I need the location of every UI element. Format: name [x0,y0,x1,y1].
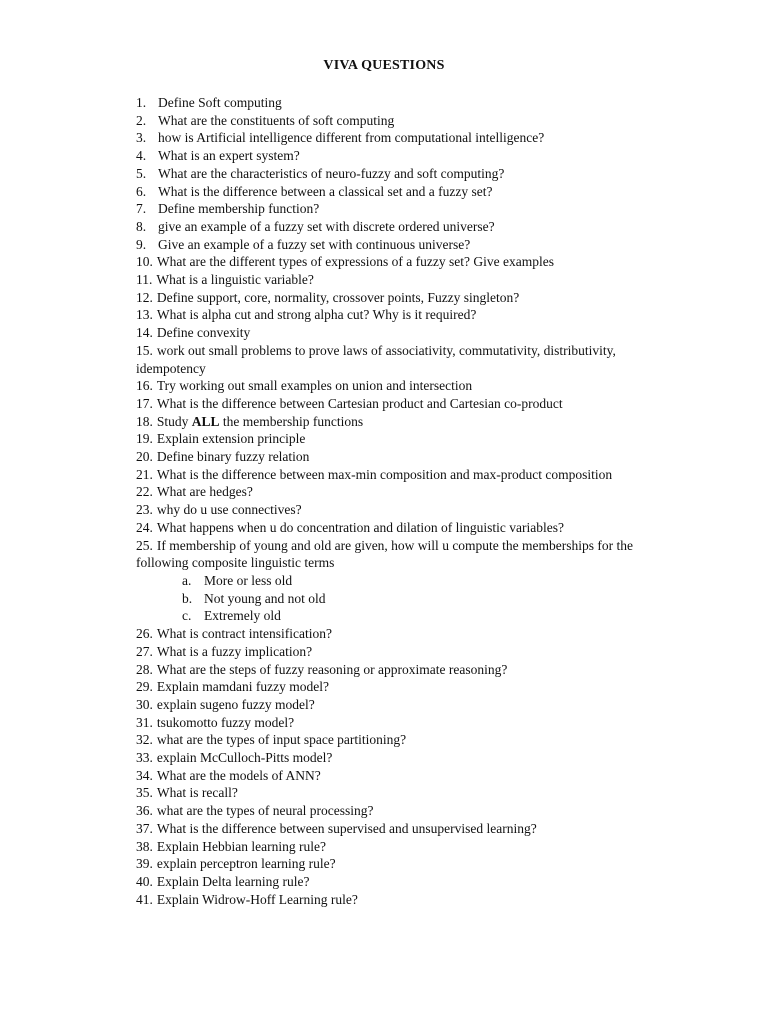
question-text: What is contract intensification? [156,626,332,642]
sub-item-letter: b. [182,590,193,606]
sub-item [136,572,696,590]
question-number: 17. [136,395,153,411]
page-title: VIVA QUESTIONS [323,58,445,73]
question-number: 5. [136,165,147,181]
question-text: What is an expert system? [158,148,300,164]
question-item [136,377,696,395]
question-number: 2. [136,112,147,128]
question-text: Define Soft computing [158,95,282,110]
question-text: tsukomotto fuzzy model? [156,714,295,730]
question-item [136,129,696,147]
question-number: 11. [136,272,153,288]
question-text: Explain Delta learning rule? [156,873,310,889]
question-text: If membership of young and old are given, how will u compute the memberships for the [156,537,634,553]
question-number: 22. [136,484,153,500]
question-text: Explain Widrow-Hoff Learning rule? [156,891,358,907]
sub-item-letter: a. [182,572,192,588]
sub-item-text: More or less old [204,572,293,588]
question-text: why do u use connectives? [156,502,302,518]
question-item [136,537,696,555]
question-number: 6. [136,183,147,199]
question-item [136,820,696,838]
question-number: 21. [136,466,153,482]
question-number: 8. [136,218,147,234]
question-number: 9. [136,236,147,252]
question-item [136,625,696,643]
question-text: What is the difference between a classical set and a fuzzy set? [158,183,493,199]
question-text: Define support, core, normality, crossover points, Fuzzy singleton? [156,289,520,305]
question-item [136,271,696,289]
question-number: 10. [136,254,153,270]
question-text: explain perceptron learning rule? [156,856,336,872]
question-text: give an example of a fuzzy set with discrete ordered universe? [158,218,495,234]
question-number: 1. [136,95,147,110]
question-item [136,413,696,431]
question-item [136,838,696,856]
question-text: What is the difference between max-min composition and max-product composition [156,466,613,482]
question-number: 18. [136,413,153,429]
question-item [136,112,696,130]
question-list [136,94,696,908]
sub-item-text: Extremely old [204,608,281,624]
question-text: Explain Hebbian learning rule? [156,838,326,854]
question-text: What are the characteristics of neuro-fuzzy and soft computing? [158,165,505,181]
question-item [136,784,696,802]
question-item [136,289,696,307]
question-number: 3. [136,130,147,146]
question-number: 25. [136,537,153,553]
question-number: 12. [136,289,153,305]
question-item [136,342,696,360]
question-number: 34. [136,767,153,783]
question-item [136,218,696,236]
question-number: 33. [136,750,153,766]
question-text: What are the models of ANN? [156,767,321,783]
question-number: 38. [136,838,153,854]
question-item [136,501,696,519]
question-item [136,430,696,448]
question-item [136,324,696,342]
question-item [136,306,696,324]
question-text: Explain extension principle [156,431,306,447]
question-item [136,714,696,732]
question-number: 32. [136,732,153,748]
question-number: 23. [136,502,153,518]
question-text: What is a fuzzy implication? [156,643,313,659]
question-item [136,519,696,537]
question-item [136,802,696,820]
question-text: Define binary fuzzy relation [156,449,310,465]
question-text: What is recall? [156,785,238,801]
question-text: What are the constituents of soft computing [158,112,395,128]
question-text: Study ALL the membership functions [156,413,364,429]
question-item [136,236,696,254]
question-text: Define membership function? [158,201,320,217]
question-text: Define convexity [156,325,251,341]
question-number: 7. [136,201,147,217]
question-text: What are hedges? [156,484,253,500]
question-item [136,200,696,218]
question-number: 28. [136,661,153,677]
question-text: what are the types of neural processing? [156,803,374,819]
question-number: 14. [136,325,153,341]
question-number: 26. [136,626,153,642]
question-text: What happens when u do concentration and dilation of linguistic variables? [156,519,565,535]
question-text: explain McCulloch-Pitts model? [156,750,333,766]
question-text: What is a linguistic variable? [156,272,314,288]
question-item [136,678,696,696]
question-item [136,731,696,749]
sub-item-letter: c. [182,608,192,624]
question-text: What is the difference between Cartesian product and Cartesian co-product [156,395,563,411]
question-item [136,483,696,501]
question-item [136,855,696,873]
question-text: how is Artificial intelligence different from computational intelligence? [158,130,545,146]
question-text: Give an example of a fuzzy set with continuous universe? [158,236,471,252]
question-item [136,661,696,679]
question-item [136,253,696,271]
question-text: what are the types of input space partitioning? [156,732,407,748]
question-number: 20. [136,449,153,465]
question-item [136,643,696,661]
question-text: Explain mamdani fuzzy model? [156,679,329,695]
question-number: 36. [136,803,153,819]
question-number: 31. [136,714,153,730]
question-number: 41. [136,891,153,907]
question-text: explain sugeno fuzzy model? [156,696,315,712]
question-number: 37. [136,820,153,836]
question-text: Try working out small examples on union and intersection [156,378,473,394]
question-item [136,448,696,466]
question-text: What is the difference between supervised and unsupervised learning? [156,820,537,836]
question-item [136,767,696,785]
question-number: 40. [136,873,153,889]
emphasis-text: ALL [191,413,220,429]
question-item [136,749,696,767]
question-number: 27. [136,643,153,659]
question-item [136,395,696,413]
question-item [136,94,696,112]
question-item [136,466,696,484]
question-number: 39. [136,856,153,872]
question-item [136,873,696,891]
sub-item [136,590,696,608]
question-text: What is alpha cut and strong alpha cut? Why is it required? [156,307,477,323]
sub-item [136,607,696,625]
question-number: 30. [136,696,153,712]
question-number: 19. [136,431,153,447]
question-item [136,165,696,183]
question-item [136,147,696,165]
question-text: What are the different types of expressions of a fuzzy set? Give examples [156,254,554,270]
question-text: work out small problems to prove laws of associativity, commutativity, distributivity, [156,342,616,358]
question-number: 35. [136,785,153,801]
question-number: 4. [136,148,147,164]
question-number: 13. [136,307,153,323]
question-text: What are the steps of fuzzy reasoning or approximate reasoning? [156,661,508,677]
question-item [136,696,696,714]
question-item [136,891,696,909]
sub-item-text: Not young and not old [204,590,326,606]
question-continuation: following composite linguistic terms [136,555,335,571]
question-number: 15. [136,342,153,358]
question-continuation: idempotency [136,360,206,376]
question-number: 24. [136,519,153,535]
question-number: 29. [136,679,153,695]
question-number: 16. [136,378,153,394]
question-item [136,183,696,201]
